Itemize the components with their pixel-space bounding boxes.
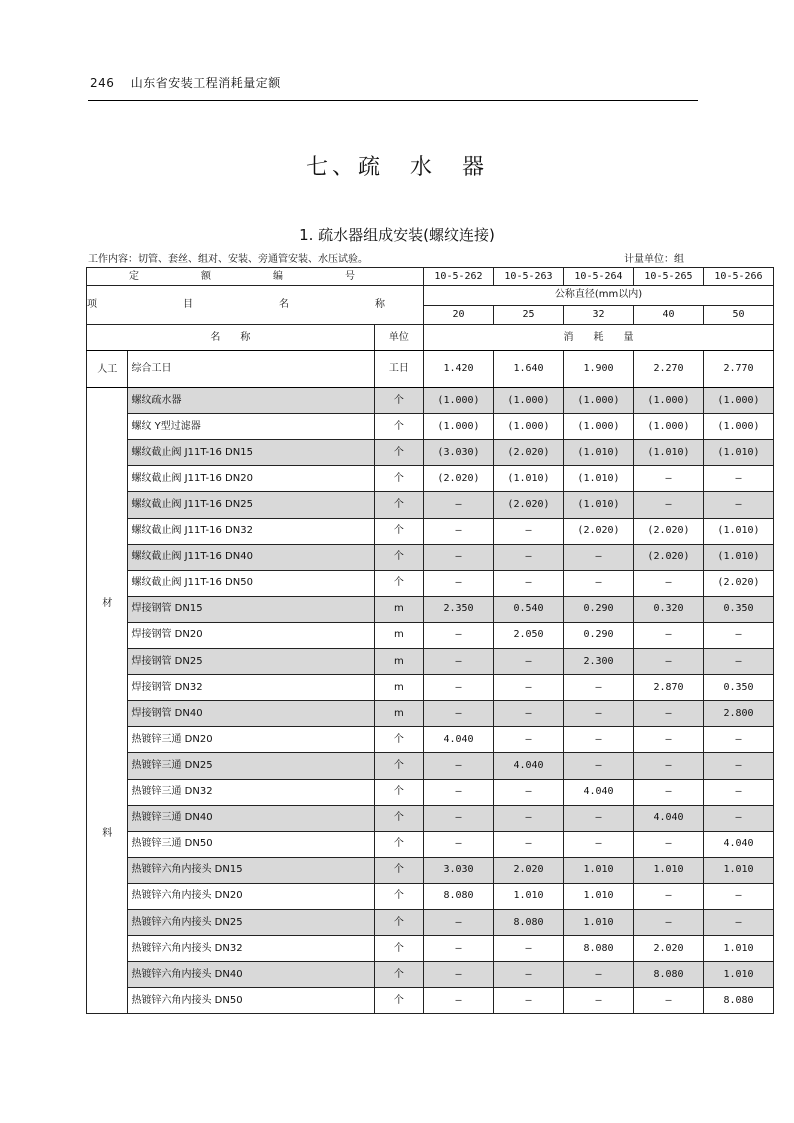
material-value: — — [704, 805, 774, 831]
material-value: (1.010) — [564, 492, 634, 518]
material-value: 8.080 — [634, 962, 704, 988]
material-name: 螺纹 Y型过滤器 — [128, 414, 374, 440]
material-row — [87, 466, 774, 492]
material-value: — — [494, 675, 564, 701]
material-unit: 个 — [374, 831, 423, 857]
labor-value: 2.770 — [704, 351, 774, 388]
material-value: — — [634, 622, 704, 648]
material-value: (1.000) — [494, 388, 564, 414]
material-value: (1.000) — [704, 388, 774, 414]
material-value: — — [424, 492, 494, 518]
material-value: (1.000) — [494, 414, 564, 440]
material-value: — — [564, 988, 634, 1014]
material-name: 热镀锌六角内接头 DN25 — [128, 909, 374, 935]
material-value: — — [424, 988, 494, 1014]
material-value: 2.300 — [564, 649, 634, 675]
material-value: — — [564, 675, 634, 701]
material-value: 1.010 — [634, 857, 704, 883]
material-value: — — [494, 570, 564, 596]
material-row — [87, 518, 774, 544]
material-name: 焊接钢管 DN15 — [128, 596, 374, 622]
material-row — [87, 909, 774, 935]
material-row — [87, 544, 774, 570]
material-name: 螺纹截止阀 J11T-16 DN32 — [128, 518, 374, 544]
material-value: 1.010 — [564, 883, 634, 909]
diameter: 25 — [494, 305, 564, 325]
material-unit: m — [374, 622, 423, 648]
material-value: — — [634, 883, 704, 909]
material-row — [87, 753, 774, 779]
material-value: 3.030 — [424, 857, 494, 883]
material-value: — — [424, 622, 494, 648]
material-name: 热镀锌六角内接头 DN32 — [128, 936, 374, 962]
diameter: 40 — [634, 305, 704, 325]
material-name: 焊接钢管 DN40 — [128, 701, 374, 727]
material-row — [87, 492, 774, 518]
material-value: (2.020) — [424, 466, 494, 492]
material-value: — — [424, 544, 494, 570]
diameter: 20 — [424, 305, 494, 325]
material-value: 4.040 — [424, 727, 494, 753]
material-value: — — [424, 805, 494, 831]
material-name: 热镀锌三通 DN40 — [128, 805, 374, 831]
material-value: (1.010) — [704, 544, 774, 570]
chapter-title: 七、疏 水 器 — [305, 155, 488, 180]
material-row — [87, 988, 774, 1014]
work-content: 工作内容：切管、套丝、组对、安装、旁通管安装、水压试验。 — [88, 254, 368, 265]
material-value: 1.010 — [704, 962, 774, 988]
material-value: — — [424, 779, 494, 805]
material-value: — — [704, 649, 774, 675]
material-value: — — [704, 883, 774, 909]
diameter: 32 — [564, 305, 634, 325]
material-value: — — [564, 753, 634, 779]
section-title: 1. 疏水器组成安装(螺纹连接) — [299, 226, 495, 244]
material-value: — — [564, 570, 634, 596]
material-value: 0.320 — [634, 596, 704, 622]
material-row — [87, 805, 774, 831]
material-value: — — [494, 701, 564, 727]
material-unit: 个 — [374, 414, 423, 440]
material-value: 2.870 — [634, 675, 704, 701]
material-row — [87, 388, 774, 414]
material-value: 8.080 — [704, 988, 774, 1014]
material-value: — — [564, 544, 634, 570]
material-value: 1.010 — [564, 909, 634, 935]
material-unit: 个 — [374, 779, 423, 805]
material-name: 焊接钢管 DN25 — [128, 649, 374, 675]
material-value: (2.020) — [634, 518, 704, 544]
material-value: (2.020) — [704, 570, 774, 596]
labor-value: 1.420 — [424, 351, 494, 388]
material-value: — — [634, 727, 704, 753]
material-row — [87, 883, 774, 909]
material-value: — — [494, 962, 564, 988]
material-name: 热镀锌三通 DN20 — [128, 727, 374, 753]
material-value: — — [424, 831, 494, 857]
material-unit: 个 — [374, 440, 423, 466]
material-value: (1.000) — [424, 414, 494, 440]
labor-value: 2.270 — [634, 351, 704, 388]
material-value: — — [634, 988, 704, 1014]
material-name: 热镀锌三通 DN32 — [128, 779, 374, 805]
quota-code: 10-5-263 — [494, 268, 564, 286]
material-value: — — [634, 753, 704, 779]
material-value: — — [704, 909, 774, 935]
material-value: 2.050 — [494, 622, 564, 648]
material-value: (1.010) — [704, 518, 774, 544]
material-value: — — [564, 805, 634, 831]
quota-code: 10-5-265 — [634, 268, 704, 286]
material-value: — — [424, 518, 494, 544]
labor-category: 人工 — [87, 351, 128, 388]
material-value: — — [564, 727, 634, 753]
material-value: 1.010 — [564, 857, 634, 883]
material-name: 热镀锌六角内接头 DN15 — [128, 857, 374, 883]
material-row — [87, 570, 774, 596]
material-value: — — [424, 649, 494, 675]
material-value: — — [494, 805, 564, 831]
material-unit: 个 — [374, 909, 423, 935]
material-value: 8.080 — [564, 936, 634, 962]
material-value: 2.020 — [494, 857, 564, 883]
material-value: — — [634, 831, 704, 857]
material-value: 0.290 — [564, 596, 634, 622]
material-value: 1.010 — [494, 883, 564, 909]
material-unit: m — [374, 675, 423, 701]
material-value: 4.040 — [704, 831, 774, 857]
material-unit: 个 — [374, 883, 423, 909]
material-unit: 个 — [374, 570, 423, 596]
material-category-bottom: 料 — [102, 828, 113, 840]
material-value: — — [424, 675, 494, 701]
material-unit: 个 — [374, 805, 423, 831]
material-value: — — [634, 466, 704, 492]
material-value: 0.350 — [704, 596, 774, 622]
material-value: — — [564, 831, 634, 857]
material-unit: 个 — [374, 962, 423, 988]
material-row — [87, 831, 774, 857]
material-value: — — [494, 831, 564, 857]
material-value: — — [704, 466, 774, 492]
spec-label: 公称直径(mm以内) — [424, 286, 774, 306]
material-value: — — [494, 518, 564, 544]
quota-code: 10-5-264 — [564, 268, 634, 286]
material-value: (1.000) — [564, 414, 634, 440]
material-row — [87, 727, 774, 753]
material-value: — — [704, 492, 774, 518]
page-number: 246 — [90, 76, 115, 90]
material-unit: 个 — [374, 518, 423, 544]
material-value: 8.080 — [494, 909, 564, 935]
material-value: — — [494, 544, 564, 570]
labor-value: 1.640 — [494, 351, 564, 388]
material-unit: 个 — [374, 727, 423, 753]
material-value: (1.000) — [634, 414, 704, 440]
material-value: — — [494, 988, 564, 1014]
material-value: 4.040 — [494, 753, 564, 779]
material-unit: 个 — [374, 492, 423, 518]
material-unit: 个 — [374, 544, 423, 570]
material-value: (1.010) — [494, 466, 564, 492]
material-value: — — [494, 727, 564, 753]
material-value: — — [494, 649, 564, 675]
material-row — [87, 779, 774, 805]
material-unit: m — [374, 649, 423, 675]
material-value: (3.030) — [424, 440, 494, 466]
material-value: — — [424, 909, 494, 935]
material-unit: 个 — [374, 988, 423, 1014]
item-name-label: 项 目 名 称 — [87, 286, 424, 325]
material-value: — — [564, 701, 634, 727]
material-value: — — [634, 570, 704, 596]
material-unit: m — [374, 596, 423, 622]
material-name: 热镀锌三通 DN50 — [128, 831, 374, 857]
material-name: 焊接钢管 DN20 — [128, 622, 374, 648]
diameter: 50 — [704, 305, 774, 325]
material-value: — — [424, 962, 494, 988]
material-value: — — [704, 779, 774, 805]
material-unit: 个 — [374, 936, 423, 962]
material-name: 热镀锌六角内接头 DN20 — [128, 883, 374, 909]
quota-table — [86, 267, 774, 1014]
material-name: 热镀锌三通 DN25 — [128, 753, 374, 779]
labor-name: 综合工日 — [128, 351, 374, 388]
material-row — [87, 596, 774, 622]
book-title: 山东省安装工程消耗量定额 — [130, 76, 281, 90]
material-name: 螺纹截止阀 J11T-16 DN25 — [128, 492, 374, 518]
material-value: — — [704, 753, 774, 779]
material-value: — — [424, 701, 494, 727]
material-row — [87, 701, 774, 727]
material-value: — — [564, 962, 634, 988]
material-value: (2.020) — [494, 440, 564, 466]
material-row — [87, 649, 774, 675]
running-header — [90, 74, 281, 91]
material-value: 4.040 — [634, 805, 704, 831]
quota-code-label: 定 额 编 号 — [87, 268, 424, 286]
material-name: 焊接钢管 DN32 — [128, 675, 374, 701]
material-value: — — [704, 727, 774, 753]
material-value: — — [634, 701, 704, 727]
material-name: 螺纹截止阀 J11T-16 DN50 — [128, 570, 374, 596]
material-unit: 个 — [374, 857, 423, 883]
material-value: 2.020 — [634, 936, 704, 962]
material-value: (1.000) — [424, 388, 494, 414]
material-value: (1.000) — [704, 414, 774, 440]
material-row — [87, 962, 774, 988]
material-category — [87, 388, 128, 1014]
material-name: 热镀锌六角内接头 DN40 — [128, 962, 374, 988]
material-value: (2.020) — [564, 518, 634, 544]
material-row — [87, 622, 774, 648]
material-value: (2.020) — [634, 544, 704, 570]
material-value: 1.010 — [704, 857, 774, 883]
material-value: (1.010) — [634, 440, 704, 466]
material-value: 0.540 — [494, 596, 564, 622]
labor-value: 1.900 — [564, 351, 634, 388]
material-value: — — [634, 649, 704, 675]
material-value: — — [494, 936, 564, 962]
material-name: 螺纹截止阀 J11T-16 DN20 — [128, 466, 374, 492]
material-value: — — [494, 779, 564, 805]
measurement-unit: 计量单位：组 — [624, 254, 684, 265]
material-value: 2.350 — [424, 596, 494, 622]
material-value: (1.010) — [564, 466, 634, 492]
material-value: — — [634, 492, 704, 518]
material-value: 0.290 — [564, 622, 634, 648]
quota-code: 10-5-262 — [424, 268, 494, 286]
material-unit: 个 — [374, 466, 423, 492]
material-name: 螺纹截止阀 J11T-16 DN15 — [128, 440, 374, 466]
material-value: (1.010) — [704, 440, 774, 466]
material-value: (1.000) — [564, 388, 634, 414]
material-value: 8.080 — [424, 883, 494, 909]
labor-unit: 工日 — [374, 351, 423, 388]
material-value: (2.020) — [494, 492, 564, 518]
material-value: — — [634, 779, 704, 805]
material-value: — — [424, 570, 494, 596]
material-unit: 个 — [374, 753, 423, 779]
material-category-top: 材 — [102, 598, 113, 610]
material-row — [87, 440, 774, 466]
material-name: 螺纹截止阀 J11T-16 DN40 — [128, 544, 374, 570]
material-value: (1.010) — [564, 440, 634, 466]
material-unit: 个 — [374, 388, 423, 414]
material-value: — — [704, 622, 774, 648]
material-row — [87, 936, 774, 962]
material-name: 热镀锌六角内接头 DN50 — [128, 988, 374, 1014]
consumption-header: 消 耗 量 — [424, 325, 774, 351]
material-value: 2.800 — [704, 701, 774, 727]
material-unit: m — [374, 701, 423, 727]
header-rule — [88, 100, 698, 101]
quota-code: 10-5-266 — [704, 268, 774, 286]
material-value: (1.000) — [634, 388, 704, 414]
material-name: 螺纹疏水器 — [128, 388, 374, 414]
material-value: — — [424, 936, 494, 962]
material-row — [87, 675, 774, 701]
material-value: 1.010 — [704, 936, 774, 962]
material-row — [87, 414, 774, 440]
material-row — [87, 857, 774, 883]
material-value: 0.350 — [704, 675, 774, 701]
material-value: — — [424, 753, 494, 779]
name-column-header: 名 称 — [87, 325, 375, 351]
unit-column-header: 单位 — [374, 325, 423, 351]
material-value: — — [634, 909, 704, 935]
material-value: 4.040 — [564, 779, 634, 805]
